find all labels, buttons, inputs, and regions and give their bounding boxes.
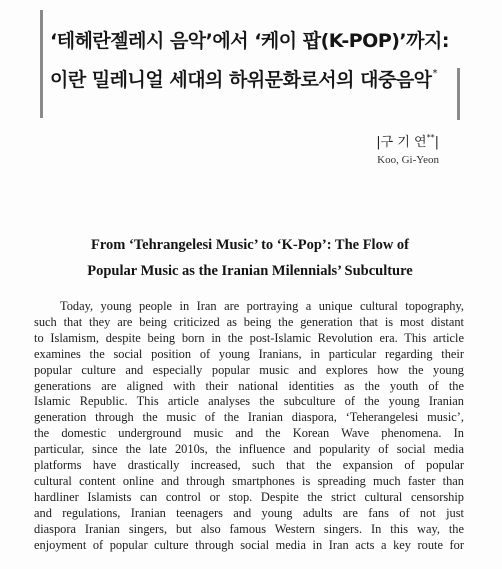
abstract-line: Islamic Republic. This article analyses the subculture of the young Iranian (34, 394, 464, 409)
abstract-line: cultural content online and through smartphones is spreading much faster than (34, 473, 464, 488)
abstract-line: and regulations, Iranian teenagers and young adults are fans of not just (34, 505, 464, 520)
abstract-line: examines the social position of young Iranians, in particular regarding their (34, 346, 464, 361)
korean-title-line-2-text: 이란 밀레니얼 세대의 하위문화로서의 대중음악 (50, 69, 432, 91)
title-footnote-mark: * (432, 68, 438, 79)
title-left-rule (40, 10, 43, 118)
author-korean-end: | (434, 135, 439, 150)
author-english-name: Koo, Gi-Yeon (377, 154, 439, 166)
author-korean-name (376, 131, 439, 150)
abstract-line: generations are aligned with their national identities as the youth of the (34, 378, 464, 393)
abstract-line: platforms have drastically increased, such that the expansion of popular (34, 458, 464, 473)
abstract-line: to Islamism, despite being born in the post-Islamic Revolution era. This article (34, 330, 464, 345)
author-footnote-mark: ** (426, 132, 435, 142)
abstract-line: particular, since the late 2010s, the influence and popularity of social media (34, 442, 464, 457)
abstract-line: the domestic underground music and the Korean Wave phenomena. In (34, 426, 464, 441)
abstract-line: hardliner Islamists can control or stop. Despite the strict cultural censorship (34, 489, 464, 504)
abstract-line: enjoyment of popular culture through social media in Iran acts a key route for (34, 537, 464, 552)
abstract-line: generation through the music of the Iranian diaspora, ‘Teherangelesi music’, (34, 410, 464, 425)
korean-title-line-2 (50, 61, 460, 100)
korean-title (50, 22, 460, 100)
english-title-line-2: Popular Music as the Iranian Milennials’ Subculture (87, 263, 413, 279)
english-title-line-1: From ‘Tehrangelesi Music’ to ‘K-Pop’: The Flow of (90, 237, 410, 253)
abstract-body (34, 299, 464, 554)
abstract-line: Today, young people in Iran are portraying a unique cultural topography, (60, 299, 464, 313)
korean-title-line-1: ‘테헤란젤레시 음악’에서 ‘케이 팝(K-POP)’까지: (50, 30, 449, 52)
abstract-line: popular culture and especially popular music and explores how the young (34, 362, 464, 377)
english-title (40, 232, 460, 284)
author-korean-text: |구 기 연 (376, 135, 427, 150)
abstract-line: such that they are being criticized as being the generation that is most distant (34, 314, 464, 329)
abstract-line: diaspora Iranian singers, but also famous Western singers. In this way, the (34, 521, 464, 536)
